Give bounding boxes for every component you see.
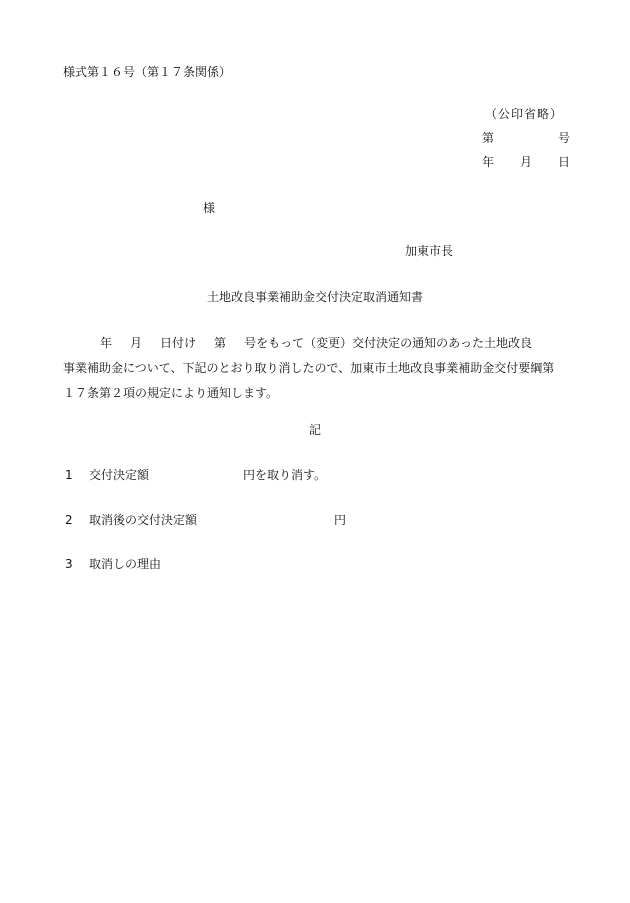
body-month: 月 — [130, 336, 143, 350]
body-paragraph — [63, 331, 573, 406]
recipient-honorific: 様 — [203, 201, 216, 215]
item-1-number: 1 — [65, 468, 73, 482]
item-2-value-suffix: 円 — [334, 513, 347, 527]
note-heading: 記 — [308, 423, 321, 437]
date-year: 年 — [482, 155, 495, 169]
sender-name: 加東市長 — [405, 244, 454, 258]
item-3-label: 取消しの理由 — [89, 557, 162, 571]
body-line-1 — [63, 331, 573, 356]
date-day: 日 — [557, 155, 570, 169]
seal-omitted-note: （公印省略） — [485, 107, 564, 121]
form-label: 様式第１６号（第１７条関係） — [63, 65, 232, 79]
item-1-value-suffix: 円を取り消す。 — [243, 468, 327, 482]
body-line-2: 事業補助金について、下記のとおり取り消したので、加東市土地改良事業補助金交付要綱第 — [63, 361, 555, 375]
body-line-3: １７条第２項の規定により通知します。 — [63, 386, 279, 400]
number-prefix: 第 — [482, 131, 495, 145]
number-suffix: 号 — [557, 131, 570, 145]
document-title: 土地改良事業補助金交付決定取消通知書 — [206, 290, 423, 304]
item-2-number: 2 — [65, 513, 73, 527]
item-2-label: 取消後の交付決定額 — [89, 513, 198, 527]
document-date-row — [482, 156, 570, 168]
body-dated: 日付け — [160, 336, 197, 350]
body-year: 年 — [100, 336, 113, 350]
item-1-label: 交付決定額 — [89, 468, 150, 482]
item-3-number: 3 — [65, 557, 73, 571]
document-number-row — [482, 132, 570, 144]
body-line-1-rest: 号をもって（変更）交付決定の通知のあった土地改良 — [244, 336, 532, 350]
date-month: 月 — [519, 155, 532, 169]
body-number-prefix: 第 — [214, 336, 227, 350]
